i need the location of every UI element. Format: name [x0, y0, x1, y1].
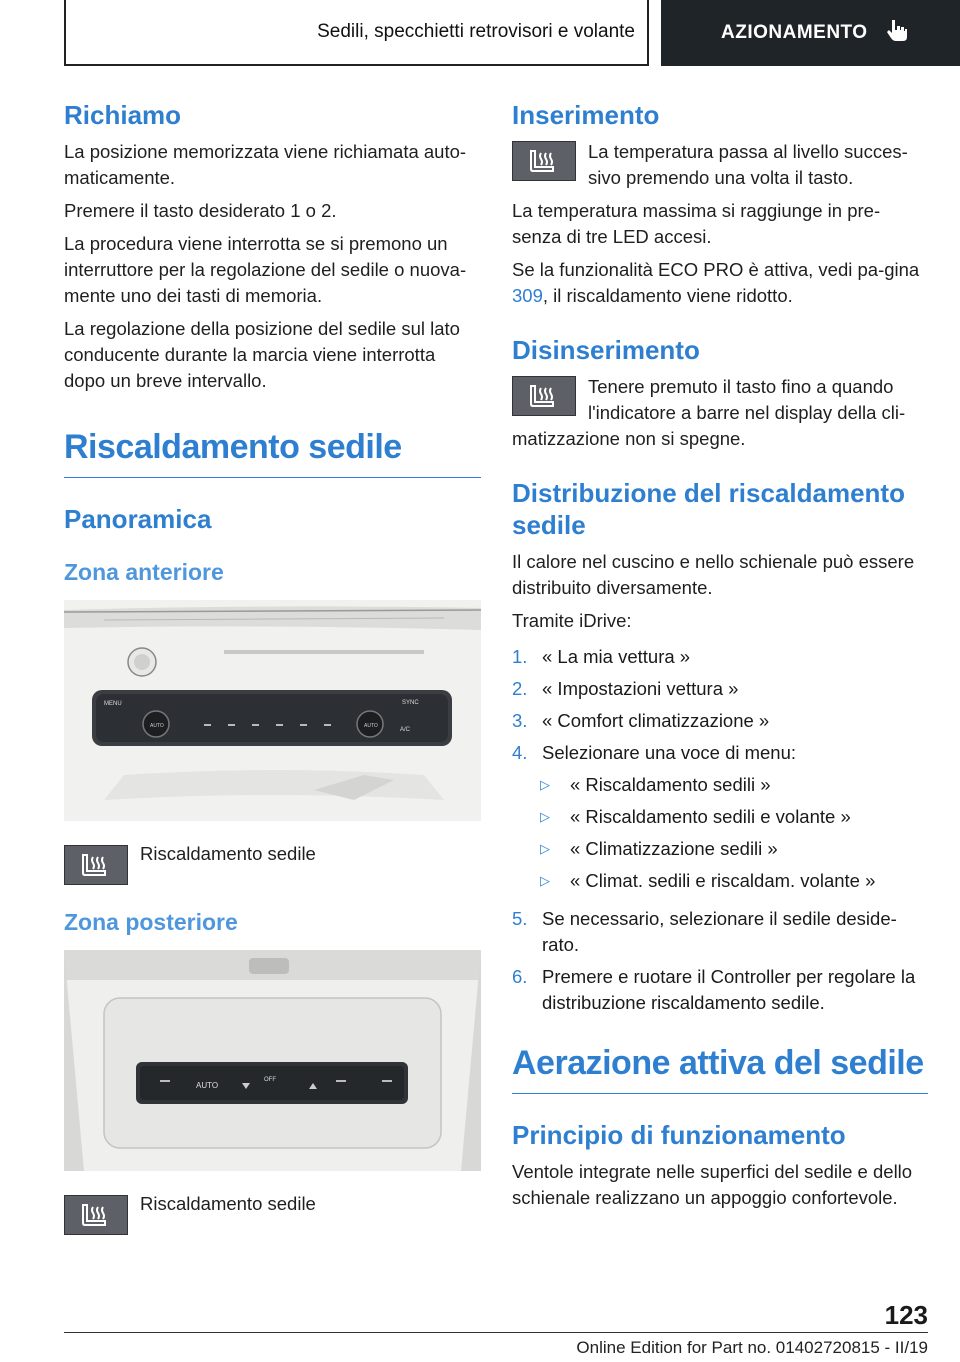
seat-heating-icon: [64, 1195, 128, 1235]
right-column: [512, 100, 928, 1218]
rear-off-label: OFF: [264, 1077, 276, 1084]
inserimento-paragraph-1: La temperatura passa al livello succes-sivo premendo una volta il tasto.: [588, 141, 908, 189]
ac-label: A/C: [400, 727, 411, 734]
list-item: ▷ « Climat. sedili e riscaldam. volante »: [540, 868, 928, 894]
inserimento-paragraph-2: La temperatura massima si raggiunge in pre-senza di tre LED accesi.: [512, 200, 881, 248]
rear-climate-panel-image: [64, 950, 481, 1171]
triangle-bullet-icon: ▷: [540, 872, 550, 888]
seat-heating-icon: [64, 845, 128, 885]
richiamo-heading: Richiamo: [64, 100, 182, 130]
menu-label: MENU: [104, 701, 122, 708]
footer-divider: [64, 1332, 928, 1333]
rear-icon-label: Riscaldamento sedile: [140, 1193, 316, 1215]
rear-auto-label: AUTO: [196, 1081, 219, 1091]
riscaldamento-heading: Riscaldamento sedile: [64, 428, 481, 478]
menu-options-list: [540, 772, 928, 900]
list-item: 2. « Impostazioni vettura »: [512, 677, 739, 699]
chapter-header: [661, 0, 960, 66]
list-item: ▷ « Climatizzazione sedili »: [540, 836, 928, 862]
sync-label: SYNC: [402, 700, 419, 707]
idrive-steps-list: [512, 644, 928, 1016]
front-seat-heating-legend: [64, 841, 481, 885]
chapter-title: AZIONAMENTO: [721, 22, 868, 43]
list-item: 3. « Comfort climatizzazione »: [512, 709, 770, 731]
distribuzione-paragraph-1: Il calore nel cuscino e nello schienale può essere distribuito diversamente.: [512, 550, 915, 598]
rear-seat-heating-legend: [64, 1191, 481, 1235]
principio-heading: Principio di funzionamento: [512, 1119, 846, 1150]
zona-posteriore-heading: Zona posteriore: [64, 909, 238, 936]
auto-left-label: AUTO: [150, 723, 164, 730]
disinserimento-heading: Disinserimento: [512, 335, 700, 366]
disinserimento-icon-row: [512, 374, 928, 452]
list-item: 5. Se necessario, selezionare il sedile deside-rato.: [512, 907, 897, 955]
seat-heating-icon: [512, 376, 576, 416]
front-icon-label: Riscaldamento sedile: [140, 843, 316, 865]
inserimento-heading: Inserimento: [512, 100, 660, 130]
list-item: 4. Selezionare una voce di menu: ▷ « Riscaldamento sedili » ▷ « Riscaldamento sedili e volante » ▷ « Climatizzazione sedili » ▷ « Climat. sedili e riscaldam. volante »: [512, 740, 928, 900]
list-item: 1. « La mia vettura »: [512, 645, 691, 667]
left-column: [64, 100, 481, 1243]
section-header: [64, 0, 649, 66]
distribuzione-paragraph-2: Tramite iDrive:: [512, 609, 632, 631]
zona-anteriore-heading: Zona anteriore: [64, 559, 224, 586]
richiamo-paragraph-3: La procedura viene interrotta se si premono un interruttore per la regolazione del sedile o nuova-mente uno dei tasti di memoria.: [64, 233, 467, 307]
inserimento-icon-row: [512, 139, 928, 191]
pointing-hand-icon: [886, 18, 908, 48]
panoramica-heading: Panoramica: [64, 504, 212, 535]
section-title: Sedili, specchietti retrovisori e volante: [317, 21, 635, 42]
distribuzione-heading: Distribuzione del riscaldamento sedile: [512, 478, 905, 540]
page-number: 123: [884, 1300, 928, 1330]
richiamo-paragraph-4: La regolazione della posizione del sedile sul lato conducente durante la marcia viene interrotta dopo un breve intervallo.: [64, 318, 460, 392]
richiamo-paragraph-2: Premere il tasto desiderato 1 o 2.: [64, 200, 337, 222]
richiamo-paragraph-1: La posizione memorizzata viene richiamata auto-maticamente.: [64, 141, 467, 189]
list-item: 6. Premere e ruotare il Controller per regolare la distribuzione riscaldamento sedile.: [512, 965, 916, 1013]
triangle-bullet-icon: ▷: [540, 776, 550, 792]
list-item: ▷ « Riscaldamento sedili e volante »: [540, 804, 928, 830]
triangle-bullet-icon: ▷: [540, 808, 550, 824]
disinserimento-paragraph-1: Tenere premuto il tasto fino a quando l'indicatore a barre nel display della cli-matizzazione non si spegne.: [512, 376, 906, 450]
front-climate-panel-image: [64, 600, 481, 821]
edition-text: Online Edition for Part no. 01402720815 - II/19: [576, 1338, 928, 1357]
auto-right-label: AUTO: [364, 723, 378, 730]
aerazione-heading: Aerazione attiva del sedile: [512, 1044, 928, 1094]
page-header: [64, 0, 960, 66]
triangle-bullet-icon: ▷: [540, 840, 550, 856]
list-item: ▷ « Riscaldamento sedili »: [540, 772, 928, 798]
inserimento-paragraph-3: Se la funzionalità ECO PRO è attiva, vedi pa-gina 309, il riscaldamento viene ridotto.: [512, 259, 920, 307]
seat-heating-icon: [512, 141, 576, 181]
principio-paragraph-1: Ventole integrate nelle superfici del sedile e dello schienale realizzano un appoggio confortevole.: [512, 1160, 913, 1208]
page-309-link[interactable]: 309: [512, 285, 543, 307]
